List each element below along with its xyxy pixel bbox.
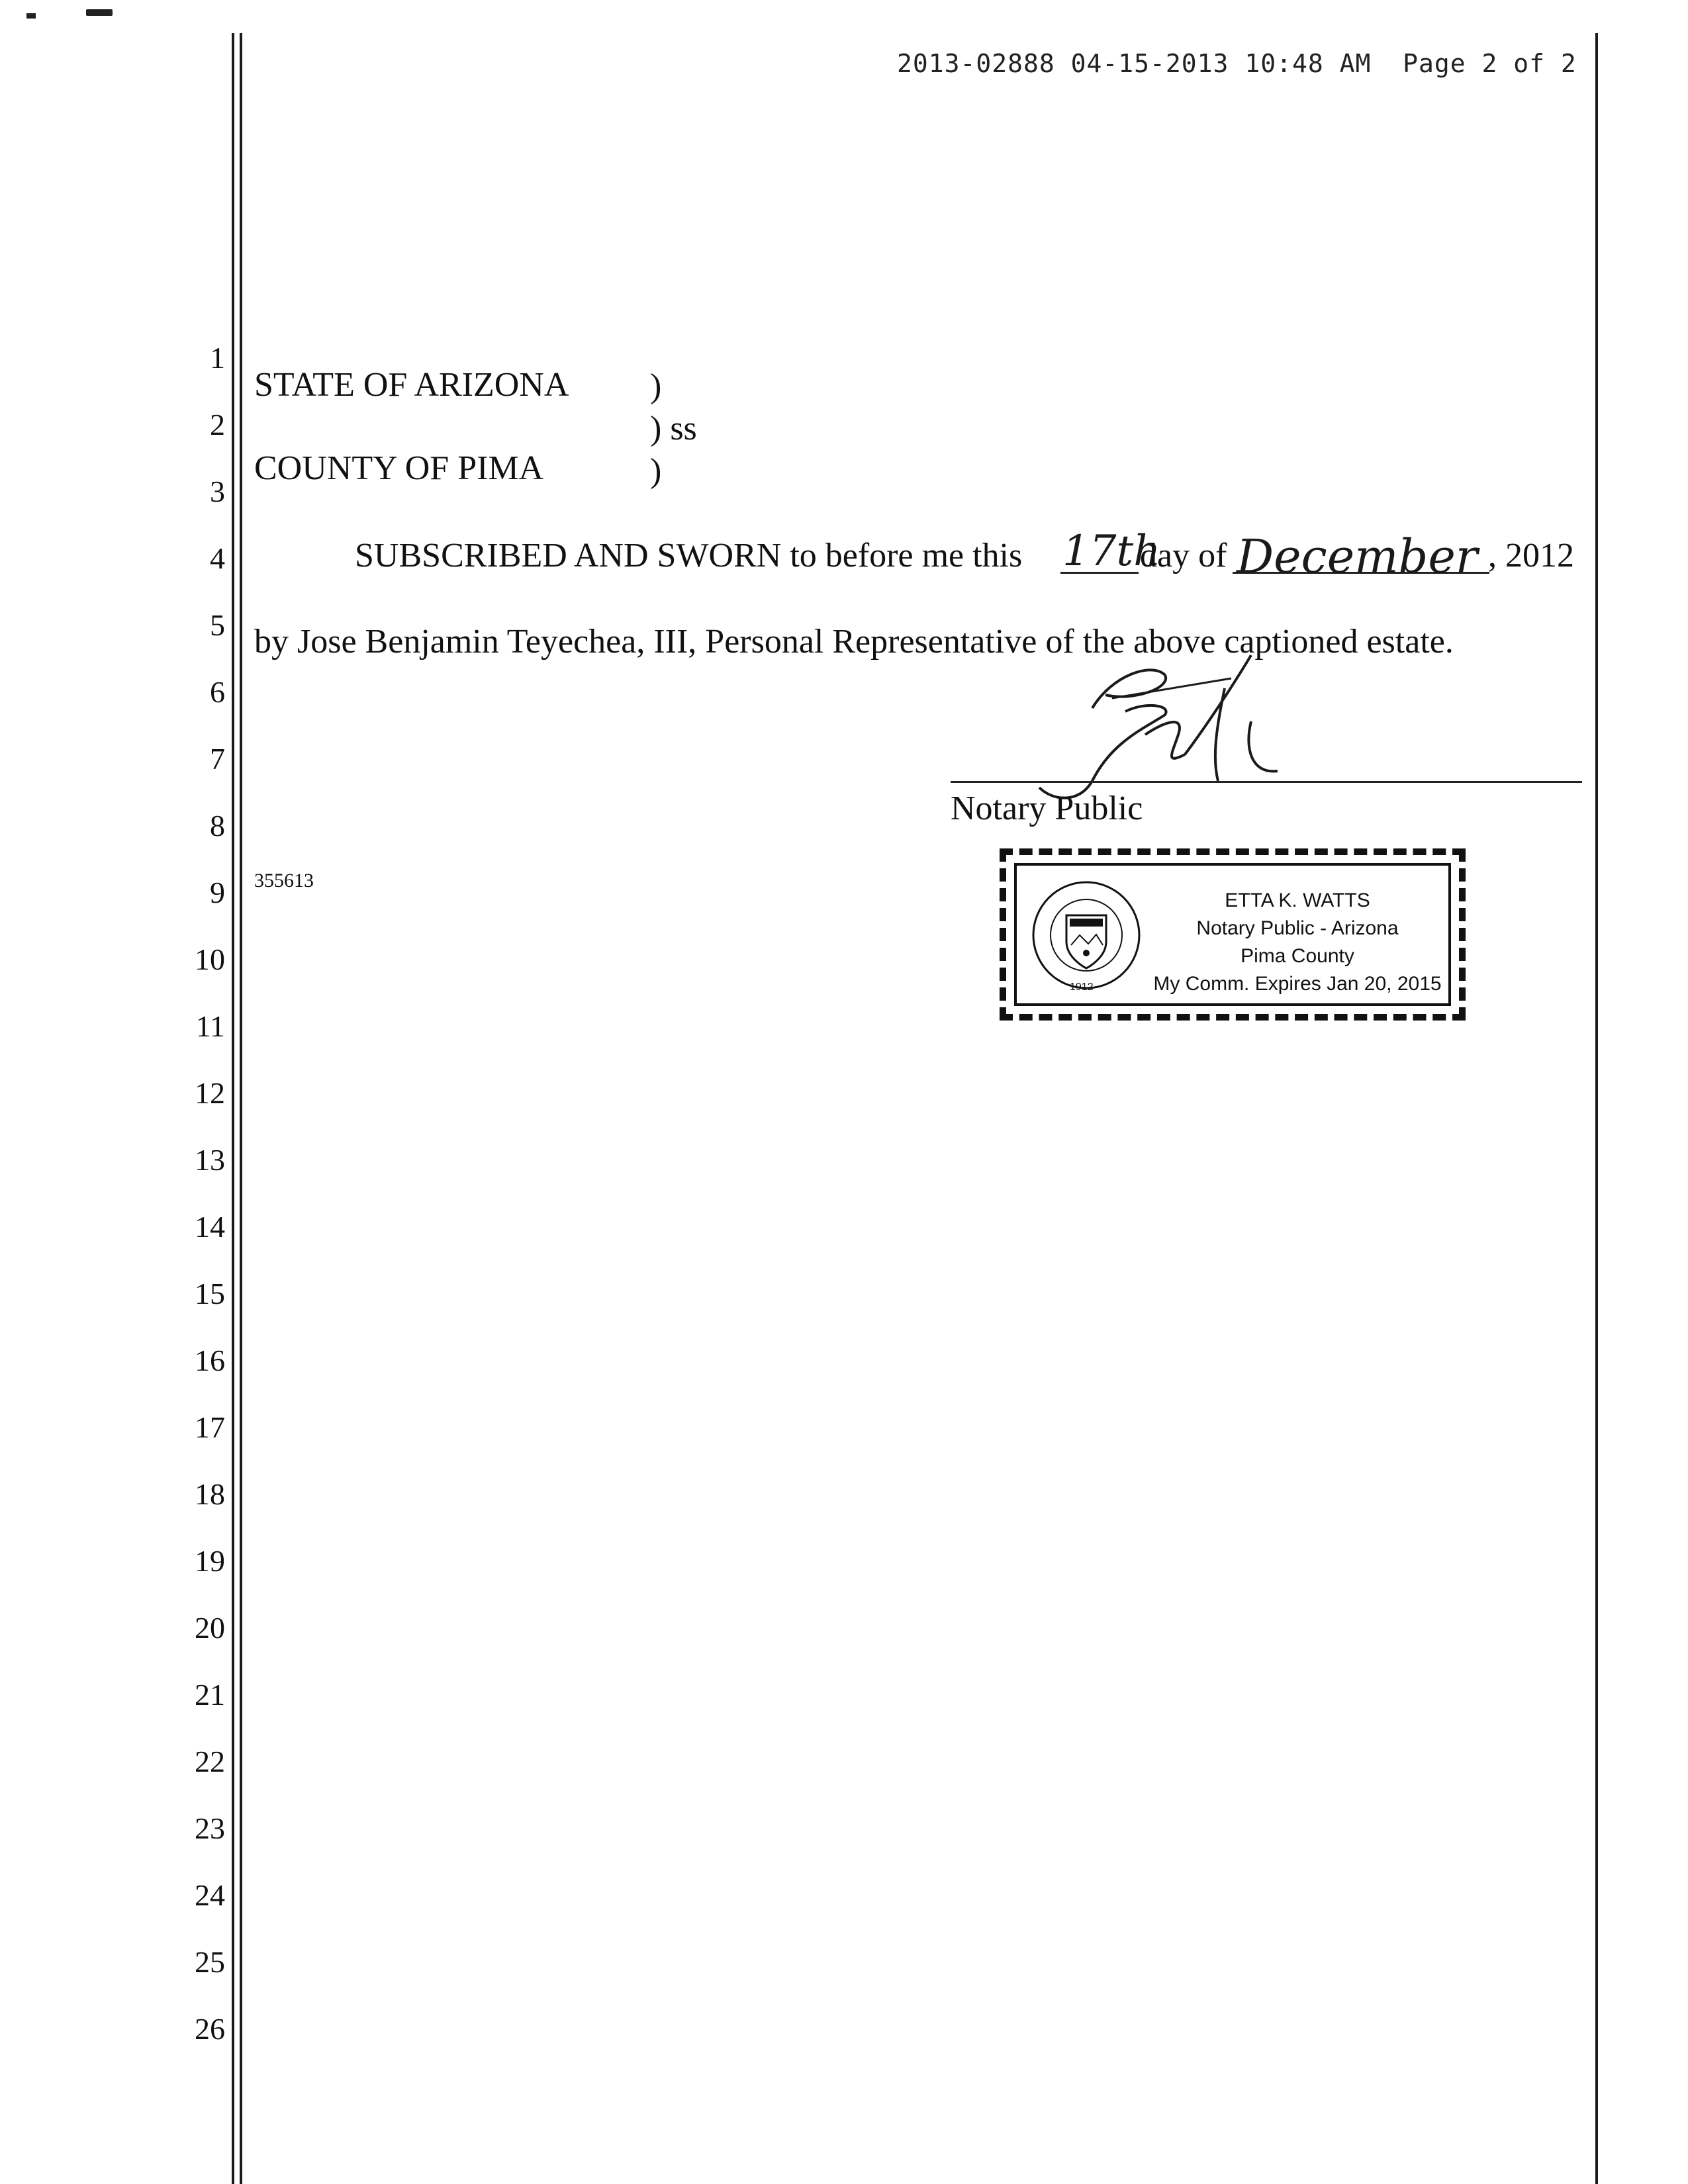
venue-paren: ) — [650, 452, 662, 490]
line-number: 18 — [195, 1477, 225, 1511]
line-number: 25 — [195, 1945, 225, 1979]
scan-mark — [26, 13, 36, 19]
line-number: 16 — [195, 1343, 225, 1377]
stamp-seal-year: 1912 — [1070, 981, 1094, 993]
stamp-commission-expires: My Comm. Expires Jan 20, 2015 — [1153, 973, 1442, 995]
left-margin-rule — [232, 33, 234, 2184]
line-number: 11 — [195, 1009, 225, 1043]
line-number: 7 — [210, 742, 225, 776]
scan-mark — [86, 9, 113, 16]
signature-line — [951, 781, 1582, 783]
venue-paren: ) — [650, 367, 662, 405]
line-number: 9 — [210, 876, 225, 909]
recording-stamp: 2013-02888 04-15-2013 10:48 AM Page 2 of 2 — [897, 49, 1577, 78]
line-number: 12 — [195, 1076, 225, 1110]
jurat-line-2: by Jose Benjamin Teyechea, III, Personal Representative of the above captioned estate. — [254, 623, 1454, 660]
jurat-day-label: day of — [1140, 537, 1227, 574]
line-number: 17 — [195, 1410, 225, 1444]
jurat-year: , 2012 — [1488, 537, 1574, 574]
venue-county: COUNTY OF PIMA — [254, 449, 544, 487]
line-number: 14 — [195, 1210, 225, 1244]
line-number: 15 — [195, 1277, 225, 1310]
state-seal-icon — [1030, 879, 1143, 991]
line-number: 8 — [210, 809, 225, 842]
left-margin-rule — [240, 33, 242, 2184]
venue-state: STATE OF ARIZONA — [254, 366, 569, 404]
stamp-county: Pima County — [1241, 945, 1354, 967]
line-number: 21 — [195, 1678, 225, 1711]
line-number: 26 — [195, 2012, 225, 2046]
right-margin-rule — [1595, 33, 1598, 2184]
line-number: 24 — [195, 1878, 225, 1912]
signature-label: Notary Public — [951, 790, 1143, 827]
line-number: 2 — [210, 408, 225, 441]
line-number: 20 — [195, 1611, 225, 1645]
line-number: 22 — [195, 1745, 225, 1778]
line-number: 6 — [210, 675, 225, 709]
stamp-notary-name: ETTA K. WATTS — [1225, 889, 1370, 911]
document-number: 355613 — [254, 870, 314, 891]
handwritten-day: 17th — [1062, 527, 1161, 576]
notary-stamp — [1000, 848, 1466, 1021]
handwritten-month: December — [1237, 529, 1478, 584]
line-number: 4 — [210, 541, 225, 575]
line-number: 3 — [210, 475, 225, 508]
line-number: 23 — [195, 1811, 225, 1845]
stamp-notary-title: Notary Public - Arizona — [1196, 917, 1399, 939]
line-number: 1 — [210, 341, 225, 375]
line-number: 5 — [210, 608, 225, 642]
line-number: 13 — [195, 1143, 225, 1177]
jurat-intro: SUBSCRIBED AND SWORN to before me this — [355, 537, 1023, 574]
venue-ss: ) ss — [650, 410, 697, 447]
line-number: 19 — [195, 1544, 225, 1578]
line-number: 10 — [195, 942, 225, 976]
